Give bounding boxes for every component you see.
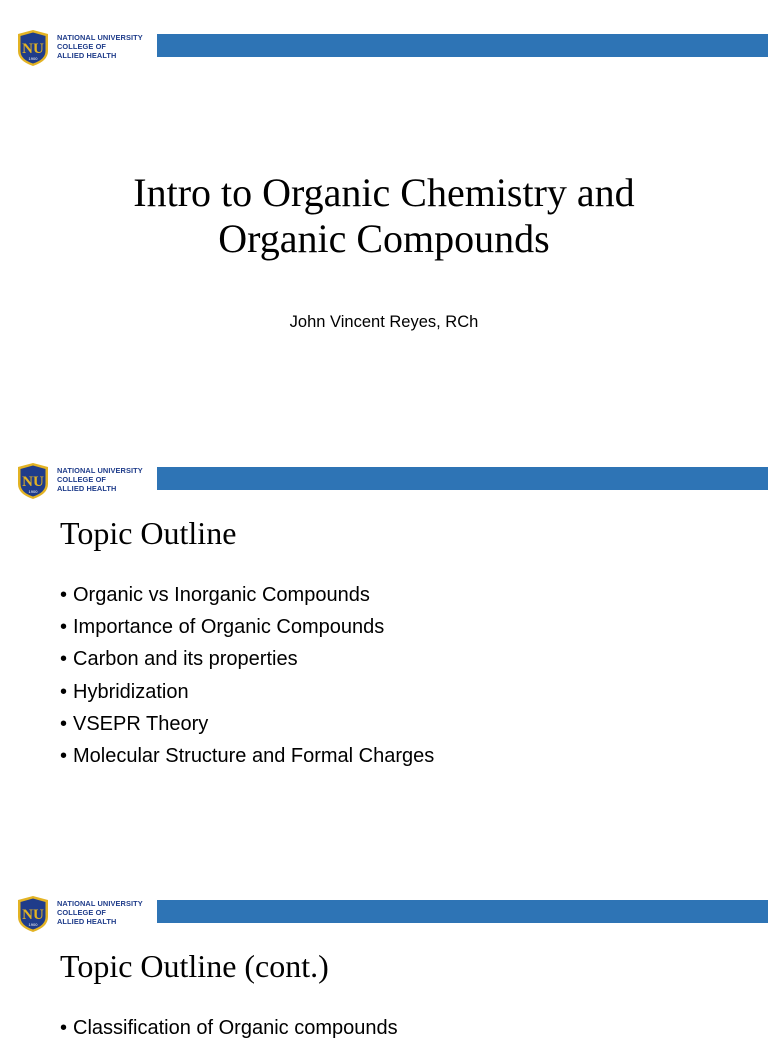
logo-year: 1900 xyxy=(28,922,38,927)
bullet-item xyxy=(60,1016,398,1048)
bullet-item xyxy=(60,680,434,712)
title-slide xyxy=(0,0,768,433)
slide-header xyxy=(0,866,768,946)
institution-name-line: ALLIED HEALTH xyxy=(57,51,117,60)
institution-name-line: COLLEGE OF xyxy=(57,908,107,917)
bullet-glyph: • xyxy=(60,648,68,671)
bullet-text: Carbon and its properties xyxy=(73,648,298,671)
institution-name xyxy=(57,466,143,493)
nu-shield-logo-icon xyxy=(16,29,50,67)
author-name: John Vincent Reyes, RCh xyxy=(289,313,479,331)
slide-title-line: Intro to Organic Chemistry and xyxy=(133,170,635,215)
header-bar xyxy=(157,900,768,923)
slide-header xyxy=(0,0,768,80)
outline-slide xyxy=(0,433,768,866)
outline-cont-slide xyxy=(0,866,768,1039)
bullet-item xyxy=(60,615,434,647)
nu-shield-logo-icon xyxy=(16,895,50,933)
slide-title: Topic Outline (cont.) xyxy=(60,948,329,984)
svg-text:NU: NU xyxy=(22,907,44,923)
bullet-text: VSEPR Theory xyxy=(73,712,209,735)
bullet-item xyxy=(60,647,434,679)
institution-name xyxy=(57,33,143,60)
bullet-glyph: • xyxy=(60,616,68,639)
slide-title: Topic Outline xyxy=(60,515,237,551)
header-bar xyxy=(157,34,768,57)
bullet-text: Importance of Organic Compounds xyxy=(73,616,385,639)
logo-year: 1900 xyxy=(28,56,38,61)
institution-name-line: COLLEGE OF xyxy=(57,475,107,484)
bullet-glyph: • xyxy=(60,712,68,735)
svg-text:NU: NU xyxy=(22,41,44,57)
bullet-glyph: • xyxy=(60,744,68,767)
bullet-item xyxy=(60,712,434,744)
institution-name-line: NATIONAL UNIVERSITY xyxy=(57,466,143,475)
bullet-text: Organic vs Inorganic Compounds xyxy=(73,584,370,606)
logo-year: 1900 xyxy=(28,489,38,494)
bullet-list xyxy=(60,1016,398,1048)
bullet-glyph: • xyxy=(60,680,68,703)
slide-title xyxy=(0,170,768,262)
institution-name-line: ALLIED HEALTH xyxy=(57,917,117,926)
slide-title-line: Organic Compounds xyxy=(218,216,550,261)
bullet-item xyxy=(60,583,434,615)
bullet-item xyxy=(60,744,434,776)
slide-header xyxy=(0,433,768,513)
nu-shield-logo-icon xyxy=(16,462,50,500)
bullet-text: Hybridization xyxy=(73,680,189,703)
institution-name-line: ALLIED HEALTH xyxy=(57,484,117,493)
bullet-glyph: • xyxy=(60,1017,68,1039)
svg-text:NU: NU xyxy=(22,474,44,490)
bullet-glyph: • xyxy=(60,584,68,606)
header-bar xyxy=(157,467,768,490)
institution-name-line: NATIONAL UNIVERSITY xyxy=(57,33,143,42)
institution-name xyxy=(57,899,143,926)
institution-name-line: NATIONAL UNIVERSITY xyxy=(57,899,143,908)
bullet-text: Molecular Structure and Formal Charges xyxy=(73,744,435,767)
institution-name-line: COLLEGE OF xyxy=(57,42,107,51)
bullet-list xyxy=(60,583,434,776)
bullet-text: Classification of Organic compounds xyxy=(73,1017,398,1039)
